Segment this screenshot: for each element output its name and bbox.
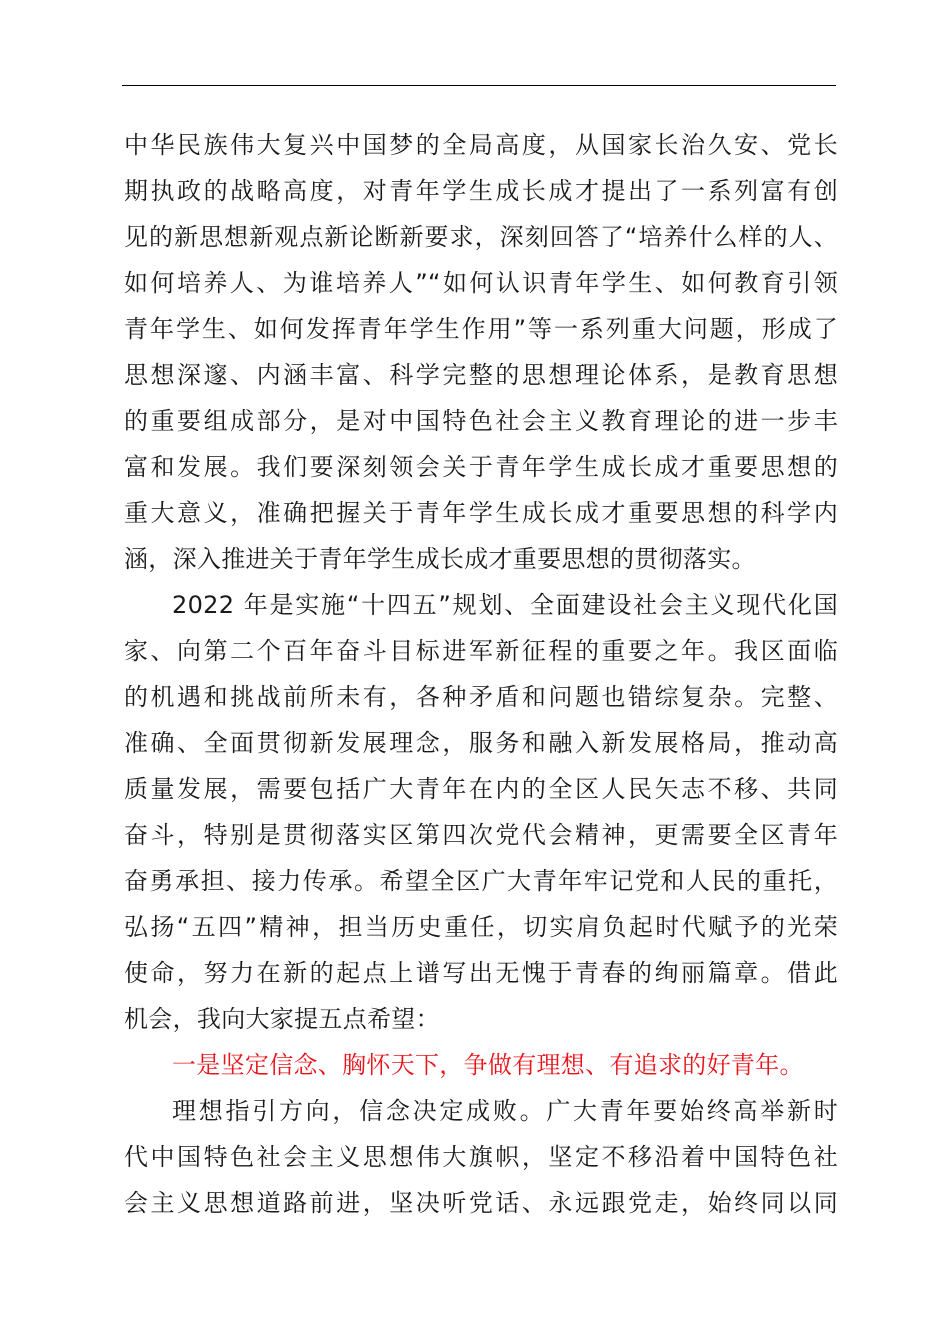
text-line: 如何培养人、为谁培养人”“如何认识青年学生、如何教育引领 — [124, 269, 838, 297]
text-line: 弘扬“五四”精神，担当历史重任，切实肩负起时代赋予的光荣 — [124, 913, 838, 941]
text-line: 家、向第二个百年奋斗目标进军新征程的重要之年。我区面临 — [124, 637, 838, 665]
text-line: 的重要组成部分，是对中国特色社会主义教育理论的进一步丰 — [124, 407, 838, 435]
text-line: 准确、全面贯彻新发展理念，服务和融入新发展格局，推动高 — [124, 729, 838, 757]
text-line: 使命，努力在新的起点上谱写出无愧于青春的绚丽篇章。借此 — [124, 959, 838, 987]
text-line: 会主义思想道路前进，坚决听党话、永远跟党走，始终同以同 — [124, 1189, 838, 1217]
text-line: 期执政的战略高度，对青年学生成长成才提出了一系列富有创 — [124, 177, 838, 205]
body-text — [124, 122, 838, 1226]
text-line: 奋勇承担、接力传承。希望全区广大青年牢记党和人民的重托， — [124, 867, 838, 895]
text-line: 富和发展。我们要深刻领会关于青年学生成长成才重要思想的 — [124, 453, 838, 481]
text-line: 思想深邃、内涵丰富、科学完整的思想理论体系，是教育思想 — [124, 361, 838, 389]
text-line: 见的新思想新观点新论断新要求，深刻回答了“培养什么样的人、 — [124, 223, 838, 251]
text-line: 质量发展，需要包括广大青年在内的全区人民矢志不移、共同 — [124, 775, 838, 803]
text-line: 奋斗，特别是贯彻落实区第四次党代会精神，更需要全区青年 — [124, 821, 838, 849]
text-line: 涵，深入推进关于青年学生成长成才重要思想的贯彻落实。 — [124, 545, 756, 573]
text-line: 中华民族伟大复兴中国梦的全局高度，从国家长治久安、党长 — [124, 131, 838, 159]
text-line: 机会，我向大家提五点希望： — [124, 1005, 440, 1033]
highlighted-heading-line: 一是坚定信念、胸怀天下，争做有理想、有追求的好青年。 — [172, 1051, 804, 1079]
text-line: 的机遇和挑战前所未有，各种矛盾和问题也错综复杂。完整、 — [124, 683, 838, 711]
text-line: 重大意义，准确把握关于青年学生成长成才重要思想的科学内 — [124, 499, 838, 527]
paragraph-start-line: 2022 年是实施“十四五”规划、全面建设社会主义现代化国 — [172, 591, 838, 619]
text-line: 代中国特色社会主义思想伟大旗帜，坚定不移沿着中国特色社 — [124, 1143, 838, 1171]
paragraph-start-line: 理想指引方向，信念决定成败。广大青年要始终高举新时 — [172, 1097, 838, 1125]
text-line: 青年学生、如何发挥青年学生作用”等一系列重大问题，形成了 — [124, 315, 838, 343]
header-rule — [122, 85, 836, 86]
